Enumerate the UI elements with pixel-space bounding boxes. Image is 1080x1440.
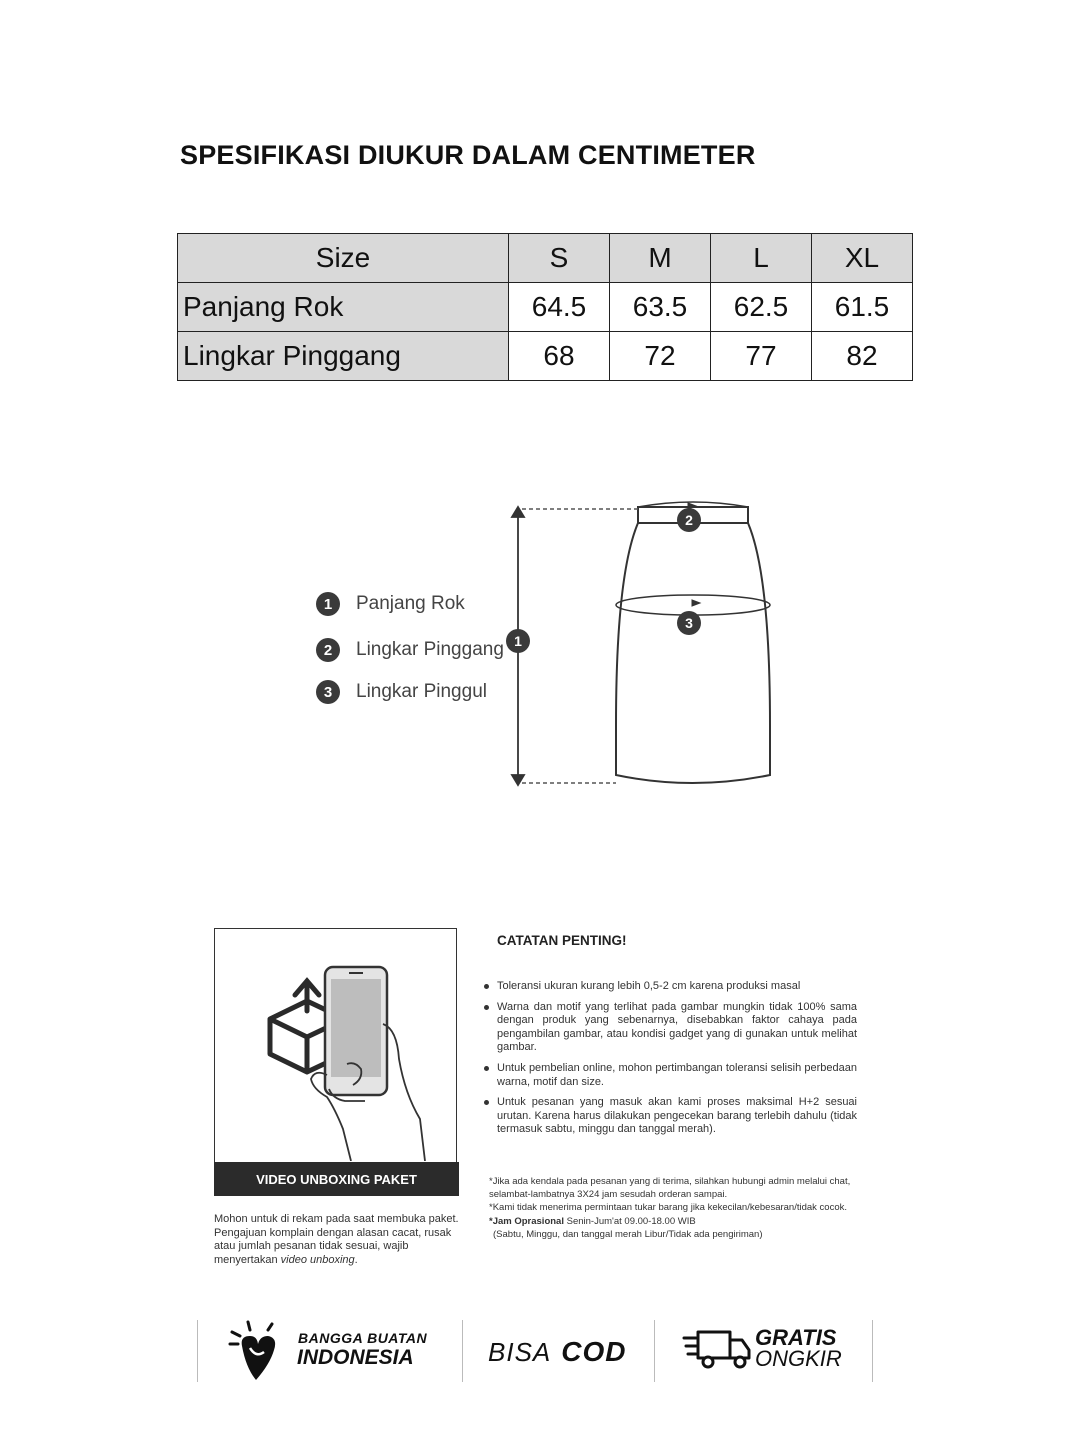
table-cell: 68 <box>509 332 610 381</box>
legend-label: Lingkar Pinggul <box>356 681 487 702</box>
table-cell: 64.5 <box>509 283 610 332</box>
legend-item <box>316 589 465 619</box>
table-header-cell: XL <box>812 234 913 283</box>
skirt-outline <box>616 507 770 783</box>
table-cell: 77 <box>711 332 812 381</box>
indonesia-heart-icon <box>226 1318 288 1384</box>
table-cell: 72 <box>610 332 711 381</box>
marker-1-label: 1 <box>514 633 522 649</box>
legend-item <box>316 635 504 665</box>
legend-label: Panjang Rok <box>356 593 465 614</box>
operating-hours <box>489 1216 879 1229</box>
badge-divider <box>654 1320 655 1382</box>
badge-cod-main: COD <box>561 1336 627 1367</box>
table-header-row <box>178 234 913 283</box>
legend-number: 2 <box>316 638 340 662</box>
table-row <box>178 283 913 332</box>
footnote: *Jika ada kendala pada pesanan yang di terima, silahkan hubungi admin melalui chat, selambat-lambatnya 3X24 jam sesudah orderan sampai. <box>489 1176 851 1200</box>
page-title: SPESIFIKASI DIUKUR DALAM CENTIMETER <box>180 140 756 170</box>
hip-arrow <box>692 600 700 606</box>
unboxing-note-emphasis: video unboxing <box>280 1253 355 1266</box>
unboxing-note-end: . <box>354 1253 358 1266</box>
badge-divider <box>462 1320 463 1382</box>
badge-cod-prefix: BISA <box>488 1336 552 1367</box>
list-item: Untuk pembelian online, mohon pertimbangan toleransi selisih perbedaan warna, motif dan size. <box>482 1062 857 1089</box>
phone-icon <box>325 967 387 1095</box>
badge-indonesia-top: BANGGA BUATAN <box>298 1330 428 1346</box>
size-table <box>177 233 913 381</box>
legend-item <box>316 677 487 707</box>
operating-hours-label: *Jam Oprasional <box>489 1215 564 1227</box>
table-cell: 82 <box>812 332 913 381</box>
operating-hours-note: (Sabtu, Minggu, dan tanggal merah Libur/Tidak ada pengiriman) <box>493 1229 763 1240</box>
legend-number: 3 <box>316 680 340 704</box>
delivery-truck-icon <box>682 1328 752 1370</box>
table-cell: 61.5 <box>812 283 913 332</box>
unboxing-note <box>214 1213 464 1267</box>
badge-divider <box>872 1320 873 1382</box>
phone-box-illustration <box>215 929 455 1161</box>
table-row-label: Panjang Rok <box>178 283 509 332</box>
badge-ongkir-top: GRATIS <box>755 1325 837 1350</box>
list-item: Untuk pesanan yang masuk akan kami proses maksimal H+2 sesuai urutan. Karena harus dilakukan pengecekan barang terlebih dahulu (tidak termasuk sabtu, minggu dan tanggal merah). <box>482 1096 857 1137</box>
badge-cod <box>488 1336 626 1368</box>
table-header-cell: S <box>509 234 610 283</box>
unboxing-panel <box>214 928 457 1194</box>
table-cell: 63.5 <box>610 283 711 332</box>
unboxing-note-text: Mohon untuk di rekam pada saat membuka paket. Pengajuan komplain dengan alasan cacat, rusak atau jumlah pesanan tidak sesuai, wajib menyertakan <box>214 1213 459 1266</box>
table-header-cell: L <box>711 234 812 283</box>
badge-divider <box>197 1320 198 1382</box>
table-header-cell: M <box>610 234 711 283</box>
list-item: Warna dan motif yang terlihat pada gambar mungkin tidak 100% sama dengan produk yang sebenarnya, disebabkan faktor cahaya pada pengambilan gambar, atau kondisi gadget yang di gunakan untuk melihat gambar. <box>482 1001 857 1055</box>
marker-2-label: 2 <box>685 512 693 528</box>
operating-hours-value: Senin-Jum'at 09.00-18.00 WIB <box>563 1215 696 1227</box>
badge-indonesia-bottom: INDONESIA <box>297 1346 414 1369</box>
table-row-label: Lingkar Pinggang <box>178 332 509 381</box>
unboxing-label-bar: VIDEO UNBOXING PAKET <box>214 1162 459 1196</box>
skirt-diagram <box>500 495 790 795</box>
badge-ongkir-bottom: ONGKIR <box>755 1346 842 1371</box>
footnote: *Kami tidak menerima permintaan tukar barang jika kekecilan/kebesaran/tidak cocok. <box>489 1202 848 1213</box>
footnotes <box>489 1176 879 1243</box>
table-header-cell: Size <box>178 234 509 283</box>
marker-3-label: 3 <box>685 615 693 631</box>
list-item: Toleransi ukuran kurang lebih 0,5-2 cm karena produksi masal <box>482 980 857 994</box>
legend-number: 1 <box>316 592 340 616</box>
table-cell: 62.5 <box>711 283 812 332</box>
legend-label: Lingkar Pinggang <box>356 639 504 660</box>
table-row <box>178 332 913 381</box>
notes-list <box>482 980 857 1144</box>
notes-title: CATATAN PENTING! <box>497 933 627 948</box>
